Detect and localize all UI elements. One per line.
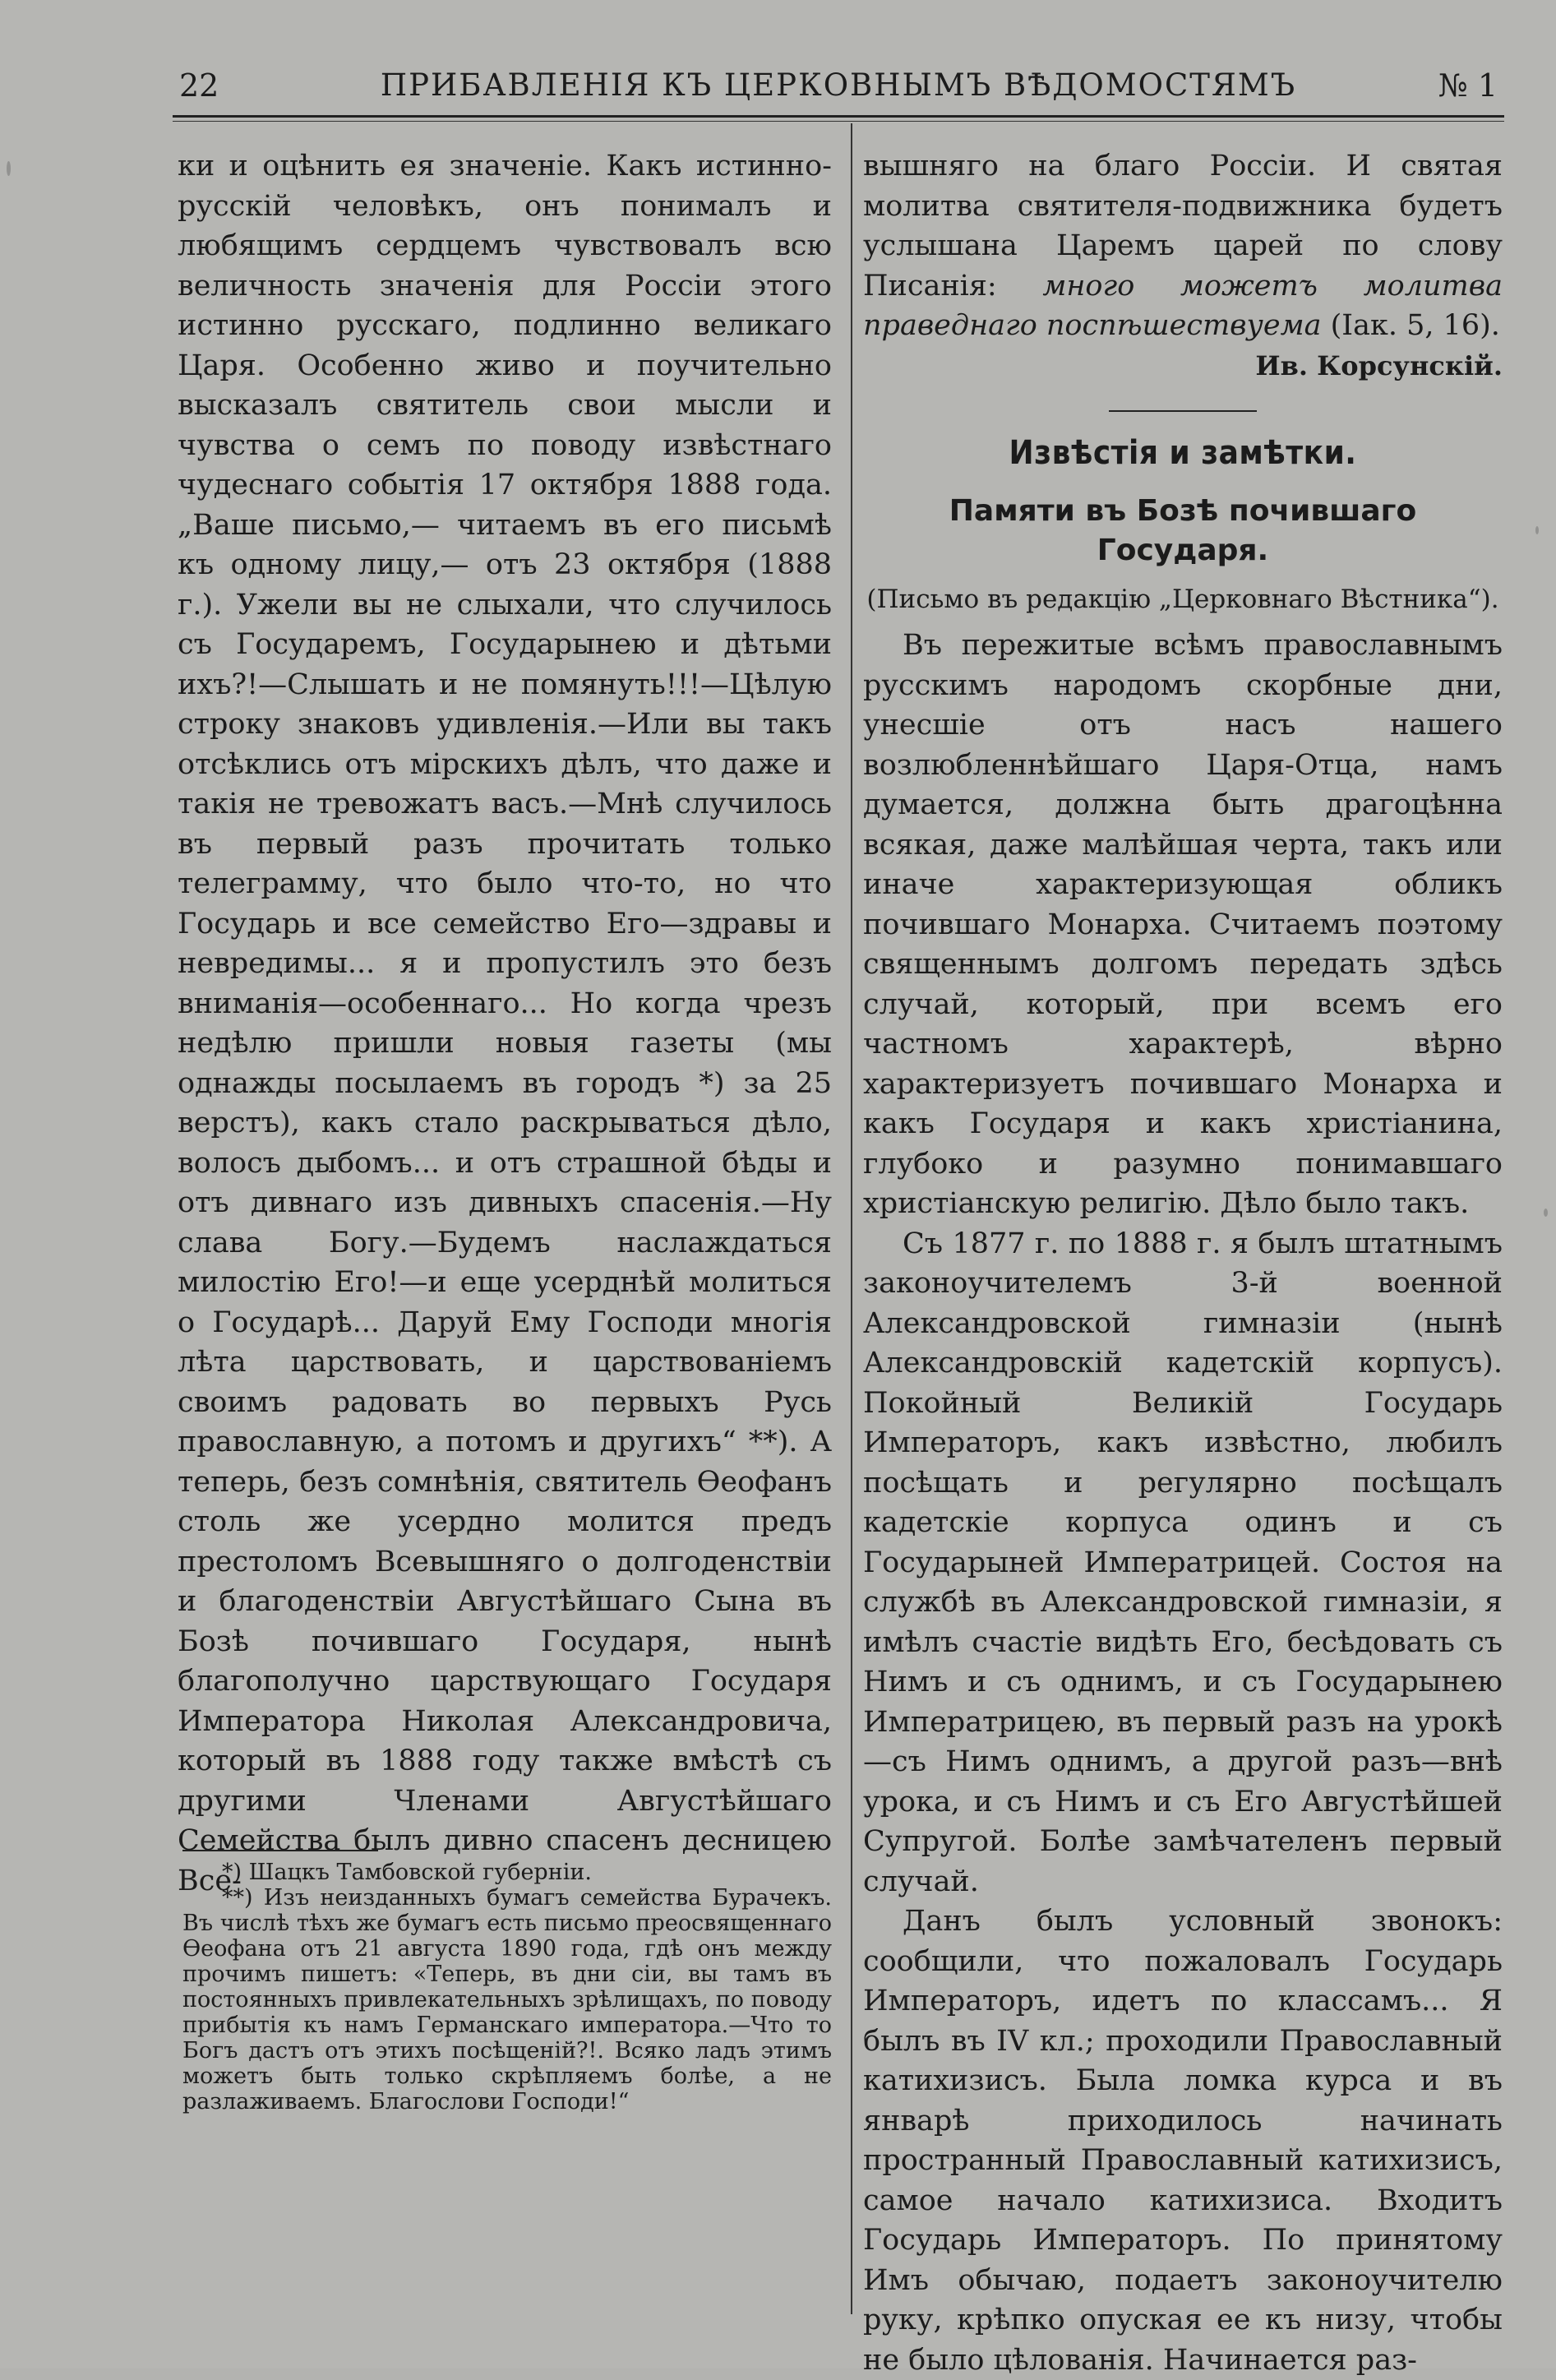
article-title: Памяти въ Бозѣ почившаго Государя. bbox=[949, 493, 1417, 567]
continuation-text: вышняго на благо Россіи. И святая молитва святителя-подвижника будетъ услышана Царемъ царей по слову Писанія: bbox=[863, 150, 1503, 303]
continuation-paragraph bbox=[863, 146, 1503, 346]
article-paragraph-1: Въ пережитые всѣмъ православнымъ русскимъ народомъ скорбные дни, унесшіе отъ насъ нашего возлюбленнѣйшаго Царя-Отца, намъ думается, должна быть драгоцѣнна всякая, даже малѣйшая черта, такъ или иначе характеризующая обликъ почившаго Монарха. Считаемъ поэтому священнымъ долгомъ передать здѣсь случай, который, при всемъ его частномъ характерѣ, вѣрно характеризуетъ почившаго Монарха и какъ Государя и какъ христіанина, глубоко и разумно понимавшаго христіанскую религію. Дѣло было такъ. bbox=[863, 629, 1503, 1220]
footnote-2: **) Изъ неизданныхъ бумагъ семейства Бурачекъ. Въ числѣ тѣхъ же бумагъ есть письмо преосвященнаго Ѳеофана отъ 21 августа 1890 года, гдѣ онъ между прочимъ пишетъ: «Теперь, въ дни сіи, вы тамъ въ постоянныхъ привлекательныхъ зрѣлищахъ, по поводу прибытія къ намъ Германскаго императора.—Что то Богъ дастъ отъ этихъ посѣщеній?!. Всяко ладъ этимъ можетъ быть только скрѣпляемъ болѣе, а не разлаживаемъ. Благослови Господи!“ bbox=[182, 1885, 832, 2114]
article-subtitle: (Письмо въ редакцію „Церковнаго Вѣстника“). bbox=[866, 584, 1499, 614]
section-title: Извѣстія и замѣтки. bbox=[1009, 434, 1357, 472]
author-signature: Ив. Корсунскій. bbox=[1255, 349, 1503, 381]
scripture-quote: много можетъ молитва праведнаго поспѣшествуема bbox=[863, 269, 1503, 342]
footnote-rule bbox=[182, 1850, 378, 1851]
section-separator bbox=[1109, 410, 1257, 412]
ink-speck bbox=[7, 161, 11, 176]
column-divider bbox=[851, 123, 852, 2314]
article-paragraph-3: Данъ былъ условный звонокъ: сообщили, что пожаловалъ Государь Императоръ, идетъ по классамъ... Я былъ въ IV кл.; проходили Православный катихизисъ. Была ломка курса и въ январѣ приходилось начинать пространный Православный катихизисъ, самое начало катихизиса. Входитъ Государь Императоръ. По принятому Имъ обычаю, подаетъ законоучителю руку, крѣпко опуская ее къ низу, чтобы не было цѣлованія. Начинается раз- bbox=[863, 1905, 1503, 2377]
header-rule-thin bbox=[173, 121, 1504, 122]
footnotes bbox=[182, 1860, 832, 2114]
page-header bbox=[173, 64, 1504, 113]
article-paragraph-2: Съ 1877 г. по 1888 г. я былъ штатнымъ законоучителемъ 3-й военной Александровской гимназіи (нынѣ Александровскій кадетскій корпусъ). Покойный Великій Государь Императоръ, какъ извѣстно, любилъ посѣщать и регулярно посѣщалъ кадетскіе корпуса одинъ и съ Государыней Императрицей. Состоя на службѣ въ Александровской гимназіи, я имѣлъ счастіе видѣть Его, бесѣдовать съ Нимъ и съ однимъ, и съ Государынею Императрицею, въ первый разъ на урокѣ—съ Нимъ однимъ, а другой разъ—внѣ урока, и съ Нимъ и съ Его Августѣйшей Супругой. Болѣе замѣчателенъ первый случай. bbox=[863, 1227, 1503, 1898]
page-number: 22 bbox=[179, 67, 219, 104]
right-column bbox=[863, 146, 1503, 2380]
header-rule bbox=[173, 115, 1504, 118]
left-column bbox=[178, 146, 832, 1901]
publication-title: ПРИБАВЛЕНІЯ КЪ ЦЕРКОВНЫМЪ ВѢДОМОСТЯМЪ bbox=[380, 67, 1297, 103]
ink-speck bbox=[1544, 1208, 1548, 1217]
footnote-1: *) Шацкъ Тамбовской губерніи. bbox=[222, 1860, 592, 1885]
left-paragraph: ки и оцѣнить ея значеніе. Какъ истинно-русскій человѣкъ, онъ понималъ и любящимъ сердцемъ чувствовалъ всю величность значенія для Россіи этого истинно русскаго, подлинно великаго Царя. Особенно живо и поучительно высказалъ святитель свои мысли и чувства о семъ по поводу извѣстнаго чудеснаго событія 17 октября 1888 года. „Ваше письмо,— читаемъ въ его письмѣ къ одному лицу,— отъ 23 октября (1888 г.). Ужели вы не слыхали, что случилось съ Государемъ, Государынею и дѣтьми ихъ?!—Слышать и не помянуть!!!—Цѣлую строку знаковъ удивленія.—Или вы такъ отсѣклись отъ мірскихъ дѣлъ, что даже и такія не тревожатъ васъ.—Мнѣ случилось въ первый разъ прочитать только телеграмму, что было что-то, но что Государь и все семейство Его—здравы и невредимы... я и пропустилъ это безъ вниманія—особеннаго... Но когда чрезъ недѣлю пришли новыя газеты (мы однажды посылаемъ въ городъ *) за 25 верстъ), какъ стало раскрываться дѣло, волосъ дыбомъ... и отъ страшной бѣды и отъ дивнаго изъ дивныхъ спасенія.—Ну слава Богу.—Будемъ наслаждаться милостію Его!—и еще усерднѣй молиться о Государѣ... Даруй Ему Господи многія лѣта царствовать, и царствованіемъ своимъ радовать во первыхъ Русь православную, а потомъ и другихъ“ **). А теперь, безъ сомнѣнія, святитель Ѳеофанъ столь же усердно молится предъ престоломъ Всевышняго о долгоденствіи и благоденствіи Августѣйшаго Сына въ Бозѣ почившаго Государя, нынѣ благополучно царствующаго Государя Императора Николая Александровича, который въ 1888 году также вмѣстѣ съ другими Членами Августѣйшаго Семейства былъ дивно спасенъ десницею Все- bbox=[178, 150, 832, 1897]
scripture-reference: (Іак. 5, 16). bbox=[1330, 309, 1500, 342]
issue-number: № 1 bbox=[1438, 67, 1498, 104]
ink-speck bbox=[1535, 526, 1539, 534]
